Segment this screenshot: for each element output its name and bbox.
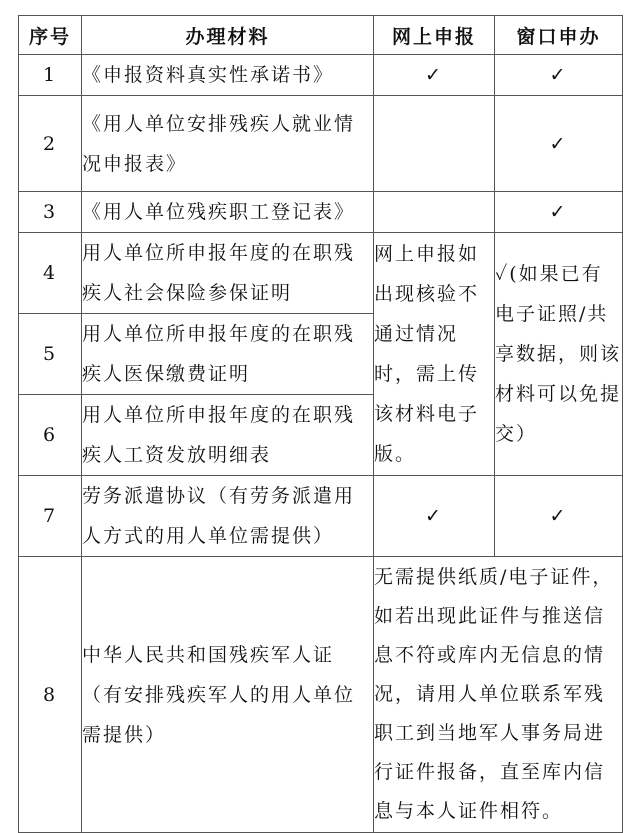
window-merged-note: ✓(如果已有电子证照/共享数据，则该材料可以免提交） [495, 233, 623, 476]
row-material: 《用人单位残疾职工登记表》 [82, 192, 374, 233]
table-row [19, 557, 623, 833]
window-check-icon: ✓ [495, 192, 623, 233]
online-cell-empty [374, 96, 495, 192]
table-row [19, 233, 623, 314]
row-seq: 2 [19, 96, 82, 192]
online-check-icon: ✓ [374, 55, 495, 96]
materials-table [18, 15, 623, 833]
row-material: 中华人民共和国残疾军人证（有安排残疾军人的用人单位需提供） [82, 557, 374, 833]
table-row [19, 476, 623, 557]
table-row [19, 192, 623, 233]
row-seq: 6 [19, 395, 82, 476]
table-row [19, 96, 623, 192]
row-material: 《申报资料真实性承诺书》 [82, 55, 374, 96]
header-material: 办理材料 [82, 16, 374, 55]
row-seq: 8 [19, 557, 82, 833]
header-window: 窗口申办 [495, 16, 623, 55]
row-seq: 1 [19, 55, 82, 96]
window-check-icon: ✓ [495, 96, 623, 192]
online-check-icon: ✓ [374, 476, 495, 557]
row-seq: 4 [19, 233, 82, 314]
online-merged-note: 网上申报如出现核验不通过情况时，需上传该材料电子版。 [374, 233, 495, 476]
header-row [19, 16, 623, 55]
row-material: 劳务派遣协议（有劳务派遣用人方式的用人单位需提供） [82, 476, 374, 557]
row8-merged-note: 无需提供纸质/电子证件，如若出现此证件与推送信息不符或库内无信息的情况，请用人单位联系军残职工到当地军人事务局进行证件报备，直至库内信息与本人证件相符。 [374, 557, 623, 833]
row-seq: 7 [19, 476, 82, 557]
row-seq: 5 [19, 314, 82, 395]
row-material: 用人单位所申报年度的在职残疾人医保缴费证明 [82, 314, 374, 395]
window-check-icon: ✓ [495, 55, 623, 96]
row-material: 用人单位所申报年度的在职残疾人工资发放明细表 [82, 395, 374, 476]
row-material: 《用人单位安排残疾人就业情况申报表》 [82, 96, 374, 192]
table-row [19, 55, 623, 96]
header-online: 网上申报 [374, 16, 495, 55]
header-seq: 序号 [19, 16, 82, 55]
row-seq: 3 [19, 192, 82, 233]
window-check-icon: ✓ [495, 476, 623, 557]
row-material: 用人单位所申报年度的在职残疾人社会保险参保证明 [82, 233, 374, 314]
online-cell-empty [374, 192, 495, 233]
